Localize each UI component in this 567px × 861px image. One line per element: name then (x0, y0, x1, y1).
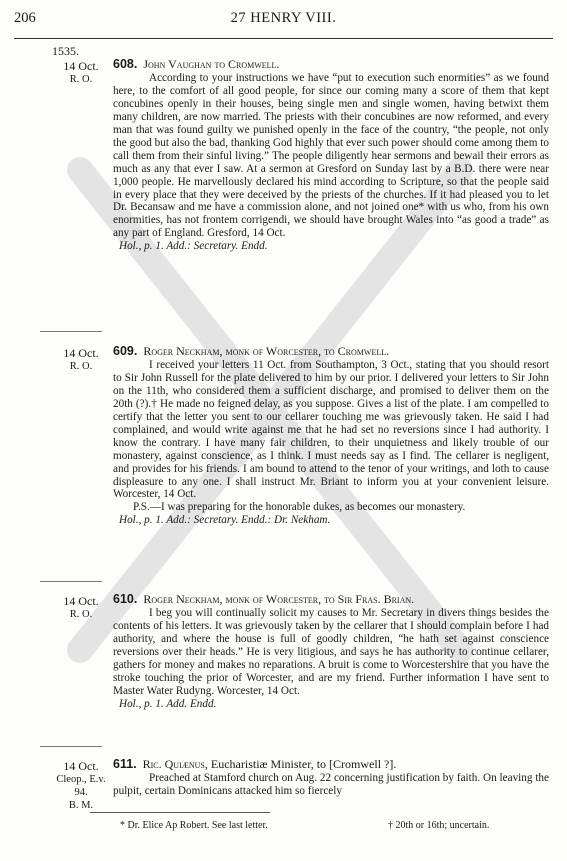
entry-content (113, 593, 549, 711)
entry-date: 14 Oct. (63, 346, 99, 360)
entry-title-name: Roger Neckham (143, 344, 220, 358)
entry-source: R. O. (69, 74, 93, 85)
entry-separator (40, 331, 102, 332)
page-number: 206 (14, 10, 36, 26)
entry-number: 609. (113, 344, 138, 358)
year-label: 1535. (52, 44, 79, 58)
entry-source: B. M. (68, 800, 94, 811)
entry-title (113, 593, 549, 606)
entry-title-name: Ric. Quiænus (142, 757, 205, 771)
entry-title-rest: , monk of Worcester, to Cromwell. (219, 344, 390, 358)
entry-content (113, 58, 549, 253)
entry-date: 14 Oct. (63, 59, 99, 73)
entry-number: 611. (113, 757, 137, 771)
entry-title-name: Roger Neckham (143, 592, 220, 606)
entry-body: According to your instructions we have “put to execution such enormities” as we found here, to the comfort of all good people, for since our coming many a score of them that kept concubines openly in their houses, being single men and single women, having betwixt them many children, are now married. The priests with their concubines are now reformed, and every man that was found guilty we punished openly in the face of the country, “the people, not only the good but also the bad, thanking God highly that ever such power should come among them to call them from their sinful living.” The people diligently hear sermons and bewail their errors as much as any that ever I saw. At a sermon at Gresford on Sunday last by a B.D. there were near 1,000 people. He marvellously declared his mind according to Scripture, so that the people said in every place that they were deceived by the priests of the churches. If it had pleased you to let Dr. Becansaw and me have a commission alone, and not joined one* with us who, from his own enormities, has not frontem corrigendi, we should have brought Wales into “as good a trade” as any part of England. Gresford, 14 Oct. (113, 71, 549, 240)
entry-title-rest: , monk of Worcester, to Sir Fras. Brian. (219, 592, 415, 606)
entry-content (113, 345, 549, 527)
entry-content (113, 758, 549, 798)
entry-title (113, 58, 549, 71)
entry-body: I beg you will continually solicit my causes to Mr. Secretary in divers things besides the contents of his letters. It was grievously taken by the cellarer that I should complain before I had authority, and where the house is full of goodly children, “he hath set against conscience reversions over their heads.” He is very litigious, and says he has authority to continue cellarer, gathers for money and makes no reparations. A bruit is come to Worcestershire that you have the stroke touching the prior of Worcester, and are my friend. Further information I have sent to Master Water Rudyng. Worcester, 14 Oct. (113, 606, 549, 697)
entry-date: 14 Oct. (63, 594, 99, 608)
entry-separator (40, 746, 102, 747)
entry-sidenote (50, 347, 112, 373)
entry-title (113, 758, 549, 771)
entry-title (113, 345, 549, 358)
entry-separator (40, 581, 102, 582)
entry-sidenote (50, 60, 112, 86)
footnote-left: * Dr. Elice Ap Robert. See last letter. (120, 820, 268, 831)
entry-title-name: John Vaughan to Cromwell. (143, 57, 280, 71)
entry-body: I received your letters 11 Oct. from Southampton, 3 Oct., stating that you should resort to Sir John Russell for the plate delivered to him by our prior. I delivered your letters to Sir John on the 11th, who considered them a sufficient discharge, and promised to deliver them on the 20th (?).† He made no feigned delay, as you suppose. Gives a list of the plate. I am compelled to certify that the letter you sent to our cellarer touching me was grievously taken. He said I had complained, and would write against me that he had set no reversions since I had authority. I know the contrary. I have many fair children, to their unquietness and likely trouble of our monastery, against conscience, as I think. I must needs say as I find. The cellarer is negligent, and provides for his friends. I am bound to attend to the tenor of your writings, and loth to cause displeasure to any one. I shall instruct Mr. Briant to inform you at your convenient leisure. Worcester, 14 Oct. (113, 358, 549, 501)
entry-postscript: P.S.—I was preparing for the honorable dukes, as becomes our monastery. (133, 501, 466, 514)
footnote-rule (90, 812, 270, 813)
entry-sidenote (50, 595, 112, 621)
page-header (14, 10, 553, 30)
header-rule (14, 38, 553, 39)
entry-source: R. O. (69, 361, 93, 372)
entry-body: Preached at Stamford church on Aug. 22 concerning justification by faith. On leaving the pulpit, certain Dominicans attacked him so fiercely (113, 771, 549, 797)
entry-meta: Hol., p. 1. Add. Endd. (119, 697, 217, 710)
footnote-right: † 20th or 16th; uncertain. (388, 820, 490, 831)
entry-number: 610. (113, 592, 138, 606)
entry-sidenote (50, 760, 112, 812)
entry-number: 608. (113, 57, 138, 71)
entry-source: Cleop., E.v. 94. (56, 774, 106, 798)
running-title: 27 HENRY VIII. (230, 10, 337, 26)
entry-source: R. O. (69, 609, 93, 620)
entry-meta: Hol., p. 1. Add.: Secretary. Endd. (119, 240, 268, 253)
entry-date: 14 Oct. (63, 759, 99, 773)
entry-title-rest: , Eucharistiæ Minister, to [Cromwell ?]. (204, 757, 397, 771)
entry-meta: Hol., p. 1. Add.: Secretary. Endd.: Dr. Nekham. (119, 514, 331, 527)
